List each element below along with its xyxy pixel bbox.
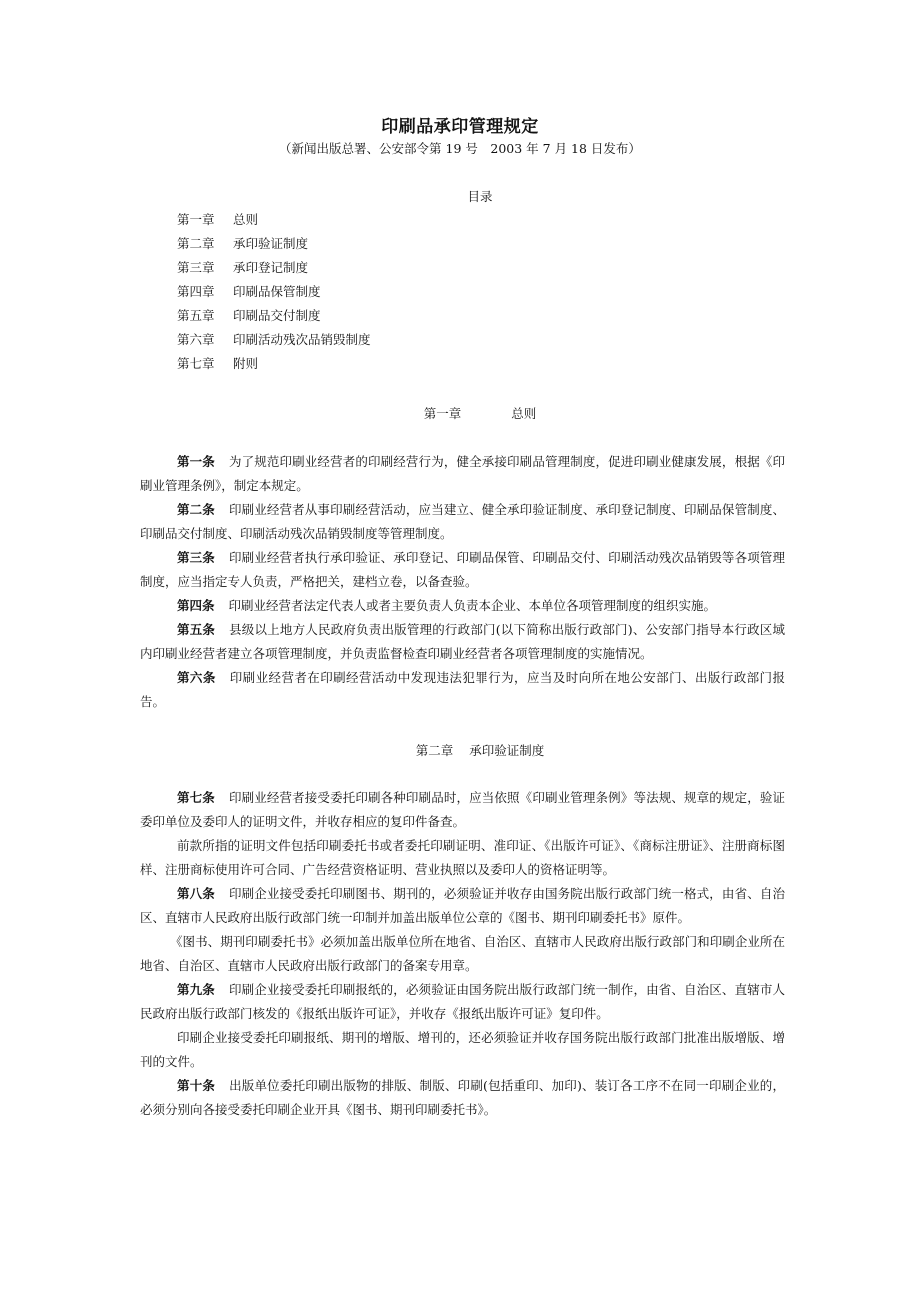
article xyxy=(140,666,785,714)
toc-chapter-num: 第六章 xyxy=(177,332,215,347)
toc-chapter-name: 印刷品保管制度 xyxy=(233,284,321,299)
toc-item xyxy=(177,210,371,234)
toc-chapter-name: 承印登记制度 xyxy=(233,260,309,275)
article-text: 印刷业经营者从事印刷经营活动，应当建立、健全承印验证制度、承印登记制度、印刷品保管制度、印刷品交付制度、印刷活动残次品销毁制度等管理制度。 xyxy=(140,502,785,541)
article-label: 第四条 xyxy=(177,598,215,613)
article xyxy=(140,594,785,618)
toc-chapter-num: 第四章 xyxy=(177,284,215,299)
document-subtitle: （新闻出版总署、公安部令第 19 号 2003 年 7 月 18 日发布） xyxy=(279,141,641,156)
toc-chapter-num: 第三章 xyxy=(177,260,215,275)
article-text: 印刷业经营者法定代表人或者主要负责人负责本企业、本单位各项管理制度的组织实施。 xyxy=(228,598,717,613)
article-text: 为了规范印刷业经营者的印刷经营行为，健全承接印刷品管理制度，促进印刷业健康发展，根据《印刷业管理条例》，制定本规定。 xyxy=(140,454,785,493)
article-label: 第二条 xyxy=(177,502,215,517)
toc-chapter-name: 印刷活动残次品销毁制度 xyxy=(233,332,371,347)
paragraph: 《图书、期刊印刷委托书》必须加盖出版单位所在地省、自治区、直辖市人民政府出版行政部门和印刷企业所在地省、自治区、直辖市人民政府出版行政部门的备案专用章。 xyxy=(140,934,785,973)
article-label: 第八条 xyxy=(177,886,215,901)
article-label: 第五条 xyxy=(177,622,216,637)
chapter-name: 总则 xyxy=(511,406,537,421)
document-title: 印刷品承印管理规定 xyxy=(381,117,539,137)
article xyxy=(140,882,785,930)
article xyxy=(140,978,785,1026)
toc-heading: 目录 xyxy=(467,189,493,204)
paragraph: 印刷企业接受委托印刷报纸、期刊的增版、增刊的，还必须验证并收存国务院出版行政部门批准出版增版、增刊的文件。 xyxy=(140,1030,785,1069)
article-text: 县级以上地方人民政府负责出版管理的行政部门(以下简称出版行政部门)、公安部门指导本行政区域内印刷业经营者建立各项管理制度，并负责监督检查印刷业经营者各项管理制度的实施情况。 xyxy=(140,622,785,661)
article-text: 印刷企业接受委托印刷报纸的，必须验证由国务院出版行政部门统一制作，由省、自治区、直辖市人民政府出版行政部门核发的《报纸出版许可证》，并收存《报纸出版许可证》复印件。 xyxy=(140,982,785,1021)
article xyxy=(140,546,785,594)
toc-chapter-name: 总则 xyxy=(233,212,259,227)
article xyxy=(140,618,785,666)
chapter-num: 第一章 xyxy=(423,406,462,421)
toc-item xyxy=(177,258,371,282)
article xyxy=(140,1074,785,1122)
paragraph: 前款所指的证明文件包括印刷委托书或者委托印刷证明、准印证、《出版许可证》、《商标注册证》、注册商标图样、注册商标使用许可合同、广告经营资格证明、营业执照以及委印人的资格证明等。 xyxy=(140,838,785,877)
article xyxy=(140,450,785,498)
toc-chapter-name: 附则 xyxy=(233,356,259,371)
chapter-1-heading xyxy=(0,404,920,422)
article xyxy=(140,498,785,546)
toc-chapter-name: 承印验证制度 xyxy=(233,236,309,251)
chapter-2-heading xyxy=(0,741,920,759)
chapter-1-body xyxy=(140,450,785,714)
article-text: 印刷业经营者在印刷经营活动中发现违法犯罪行为，应当及时向所在地公安部门、出版行政部门报告。 xyxy=(140,670,785,709)
table-of-contents xyxy=(177,210,371,378)
chapter-num: 第二章 xyxy=(415,743,454,758)
toc-chapter-num: 第二章 xyxy=(177,236,215,251)
article-text: 印刷业经营者执行承印验证、承印登记、印刷品保管、印刷品交付、印刷活动残次品销毁等各项管理制度，应当指定专人负责，严格把关，建档立卷，以备查验。 xyxy=(140,550,785,589)
toc-item xyxy=(177,354,371,378)
toc-item xyxy=(177,330,371,354)
article-label: 第九条 xyxy=(177,982,215,997)
toc-chapter-num: 第五章 xyxy=(177,308,215,323)
article xyxy=(140,786,785,834)
toc-item xyxy=(177,282,371,306)
chapter-2-body xyxy=(140,786,785,1122)
toc-chapter-num: 第七章 xyxy=(177,356,215,371)
toc-chapter-name: 印刷品交付制度 xyxy=(233,308,321,323)
article-label: 第一条 xyxy=(177,454,215,469)
article-text: 出版单位委托印刷出版物的排版、制版、印刷(包括重印、加印)、装订各工序不在同一印刷企业的，必须分别向各接受委托印刷企业开具《图书、期刊印刷委托书》。 xyxy=(140,1078,785,1117)
article-text: 印刷业经营者接受委托印刷各种印刷品时，应当依照《印刷业管理条例》等法规、规章的规定，验证委印单位及委印人的证明文件，并收存相应的复印件备查。 xyxy=(140,790,785,829)
article-text: 印刷企业接受委托印刷图书、期刊的，必须验证并收存由国务院出版行政部门统一格式，由省、自治区、直辖市人民政府出版行政部门统一印制并加盖出版单位公章的《图书、期刊印刷委托书》原件。 xyxy=(140,886,785,925)
article-label: 第十条 xyxy=(177,1078,216,1093)
article-label: 第六条 xyxy=(177,670,216,685)
article-label: 第七条 xyxy=(177,790,215,805)
toc-item xyxy=(177,306,371,330)
toc-chapter-num: 第一章 xyxy=(177,212,215,227)
article-label: 第三条 xyxy=(177,550,215,565)
chapter-name: 承印验证制度 xyxy=(469,743,545,758)
toc-item xyxy=(177,234,371,258)
